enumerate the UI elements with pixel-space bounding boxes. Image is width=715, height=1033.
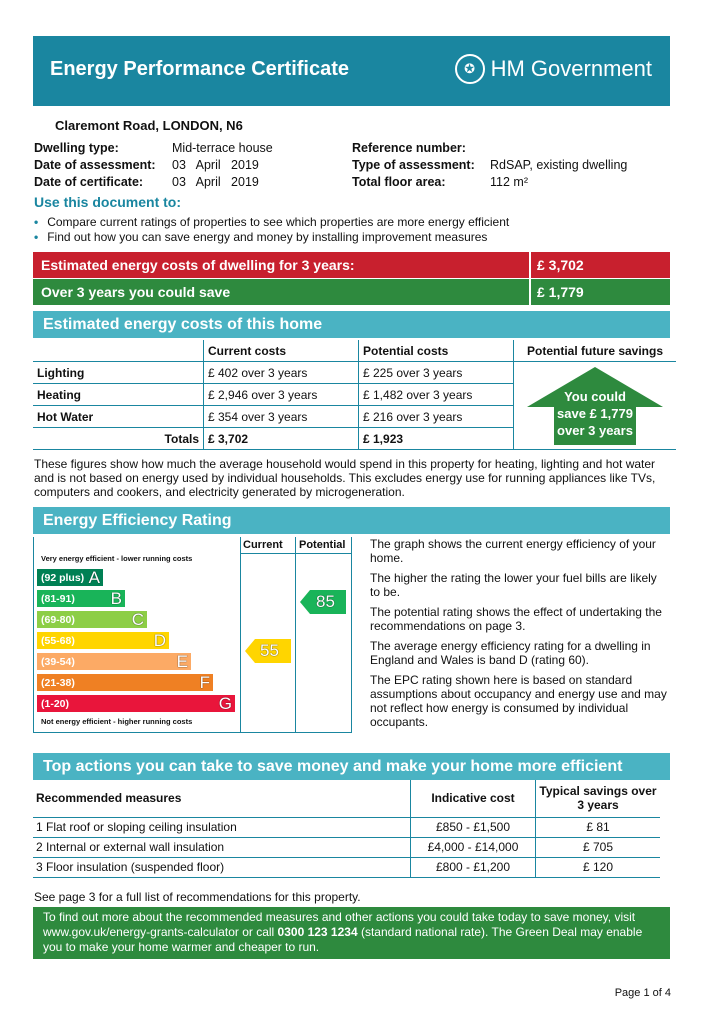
table-header: Indicative cost [411, 780, 536, 817]
actions-table [33, 780, 660, 878]
detail-label: Type of assessment: [352, 158, 475, 172]
band-letter: E [176, 652, 188, 671]
band-b [37, 590, 125, 607]
cost-name: Lighting [33, 362, 204, 384]
arrow-line: You could [564, 389, 626, 404]
cost-potential: £ 1,482 over 3 years [359, 384, 514, 406]
band-range: (1-20) [41, 698, 70, 710]
detail-label: Reference number: [352, 141, 466, 155]
property-address: Claremont Road, LONDON, N6 [55, 118, 243, 133]
details-left [34, 140, 273, 191]
typical-saving: £ 120 [536, 857, 661, 877]
detail-value: Mid-terrace house [172, 141, 273, 155]
phone-number: 0300 123 1234 [277, 925, 358, 939]
band-g [37, 695, 235, 712]
document-title: Energy Performance Certificate [50, 58, 350, 80]
table-row [33, 817, 660, 837]
estimated-cost-bar [33, 252, 670, 278]
paragraph: The higher the rating the lower your fuel bills are likely to be. [370, 571, 657, 599]
detail-value: 03 April 2019 [172, 158, 259, 172]
band-a [37, 569, 103, 586]
arrow-line: over 3 years [557, 423, 633, 438]
hm-government-logo [455, 54, 652, 84]
typical-saving: £ 705 [536, 837, 661, 857]
band-letter: D [153, 631, 166, 650]
table-row [33, 362, 676, 384]
bottom-note: Not energy efficient - higher running costs [41, 717, 193, 726]
indicative-cost: £800 - £1,200 [411, 857, 536, 877]
section-title: Estimated energy costs of this home [43, 316, 323, 333]
typical-saving: £ 81 [536, 817, 661, 837]
table-header-blank [33, 340, 204, 362]
bar-label: Estimated energy costs of dwelling for 3 years: [41, 257, 355, 273]
table-row [33, 857, 660, 877]
page-number: Page 1 of 4 [614, 987, 671, 999]
band-range: (81-91) [41, 593, 75, 605]
detail-label: Date of assessment: [34, 158, 156, 172]
detail-value: RdSAP, existing dwelling [490, 158, 628, 172]
totals-potential: £ 1,923 [359, 428, 514, 450]
details-right [352, 140, 627, 191]
band-range: (21-38) [41, 677, 75, 689]
savings-bar [33, 279, 670, 305]
cost-current: £ 354 over 3 years [204, 406, 359, 428]
divider [295, 537, 296, 732]
list-item: • Find out how you can save energy and money by installing improvement measures [34, 230, 509, 245]
band-letter: C [131, 610, 144, 629]
band-c [37, 611, 147, 628]
use-list [34, 215, 509, 245]
savings-arrow-text [514, 388, 676, 439]
cost-potential: £ 216 over 3 years [359, 406, 514, 428]
paragraph: The potential rating shows the effect of undertaking the recommendations on page 3. [370, 605, 662, 633]
band-letter: B [110, 589, 122, 608]
band-letter: G [218, 694, 232, 713]
crest-icon: ✪ [455, 54, 485, 84]
detail-label: Total floor area: [352, 175, 446, 189]
top-note: Very energy efficient - lower running costs [41, 554, 193, 563]
col-current-label: Current [243, 539, 283, 551]
cost-name: Heating [33, 384, 204, 406]
rating-explanation [370, 537, 670, 729]
cost-potential: £ 225 over 3 years [359, 362, 514, 384]
rating-section-header [33, 507, 670, 534]
table-header: Potential future savings [514, 340, 677, 362]
detail-value: 03 April 2019 [172, 175, 259, 189]
totals-current: £ 3,702 [204, 428, 359, 450]
cost-current: £ 2,946 over 3 years [204, 384, 359, 406]
table-header: Typical savings over 3 years [536, 780, 661, 817]
cost-name: Hot Water [33, 406, 204, 428]
current-rating-value: 55 [260, 641, 279, 660]
col-potential-label: Potential [299, 539, 346, 551]
indicative-cost: £4,000 - £14,000 [411, 837, 536, 857]
costs-table [33, 340, 676, 450]
paragraph: The average energy efficiency rating for a dwelling in England and Wales is band D (rating 60). [370, 639, 651, 667]
divider [240, 537, 241, 732]
rating-chart [33, 537, 352, 733]
table-header: Potential costs [359, 340, 514, 362]
measure: 1 Flat roof or sloping ceiling insulation [33, 817, 411, 837]
band-d [37, 632, 169, 649]
see-page-note: See page 3 for a full list of recommendations for this property. [34, 890, 361, 904]
bar-label: Over 3 years you could save [41, 284, 231, 300]
arrow-line: save £ 1,779 [557, 406, 633, 421]
bar-value: £ 1,779 [529, 279, 670, 305]
costs-section-header [33, 311, 670, 338]
use-heading: Use this document to: [34, 194, 182, 210]
detail-value: 112 m² [490, 175, 528, 189]
paragraph: The EPC rating shown here is based on standard assumptions about occupancy and energy use and may not reflect how energy is consumed by individual occupants. [370, 673, 667, 729]
header-banner [33, 36, 670, 106]
green-deal-box [33, 907, 670, 959]
measure: 3 Floor insulation (suspended floor) [33, 857, 411, 877]
band-f [37, 674, 213, 691]
detail-label: Date of certificate: [34, 175, 144, 189]
band-range: (39-54) [41, 656, 75, 668]
table-header: Current costs [204, 340, 359, 362]
band-range: (92 plus) [41, 572, 85, 584]
bar-value: £ 3,702 [529, 252, 670, 278]
table-header: Recommended measures [33, 780, 411, 817]
band-range: (55-68) [41, 635, 75, 647]
list-item: • Compare current ratings of properties to see which properties are more energy efficient [34, 215, 509, 230]
indicative-cost: £850 - £1,500 [411, 817, 536, 837]
measure: 2 Internal or external wall insulation [33, 837, 411, 857]
section-title: Energy Efficiency Rating [43, 512, 232, 529]
actions-section-header [33, 753, 670, 780]
green-box-post: (standard national rate). The Green Deal may enable you to make your home warmer and cheaper to run. [43, 925, 643, 954]
paragraph: The graph shows the current energy efficiency of your home. [370, 537, 656, 565]
band-letter: F [199, 673, 210, 692]
totals-label: Totals [33, 428, 204, 450]
potential-rating-value: 85 [316, 592, 335, 611]
costs-note: These figures show how much the average household would spend in this property for heating, lighting and hot water and is not based on energy used by individual households. This excludes energy use for running appliances like TVs, computers and cookers, and electricity generated by microgeneration. [34, 457, 656, 499]
savings-cell [514, 362, 677, 450]
band-e [37, 653, 191, 670]
section-title: Top actions you can take to save money and make your home more efficient [43, 758, 623, 775]
detail-label: Dwelling type: [34, 141, 119, 155]
green-box-pre: To find out more about the recommended measures and other actions you could take today to save money, visit www.gov.uk/energy-grants-calculator or call [43, 910, 636, 939]
divider [240, 553, 352, 554]
band-letter: A [88, 568, 100, 587]
band-range: (69-80) [41, 614, 75, 626]
green-box-text [33, 907, 670, 955]
gov-label: HM Government [490, 56, 652, 81]
table-row [33, 837, 660, 857]
cost-current: £ 402 over 3 years [204, 362, 359, 384]
